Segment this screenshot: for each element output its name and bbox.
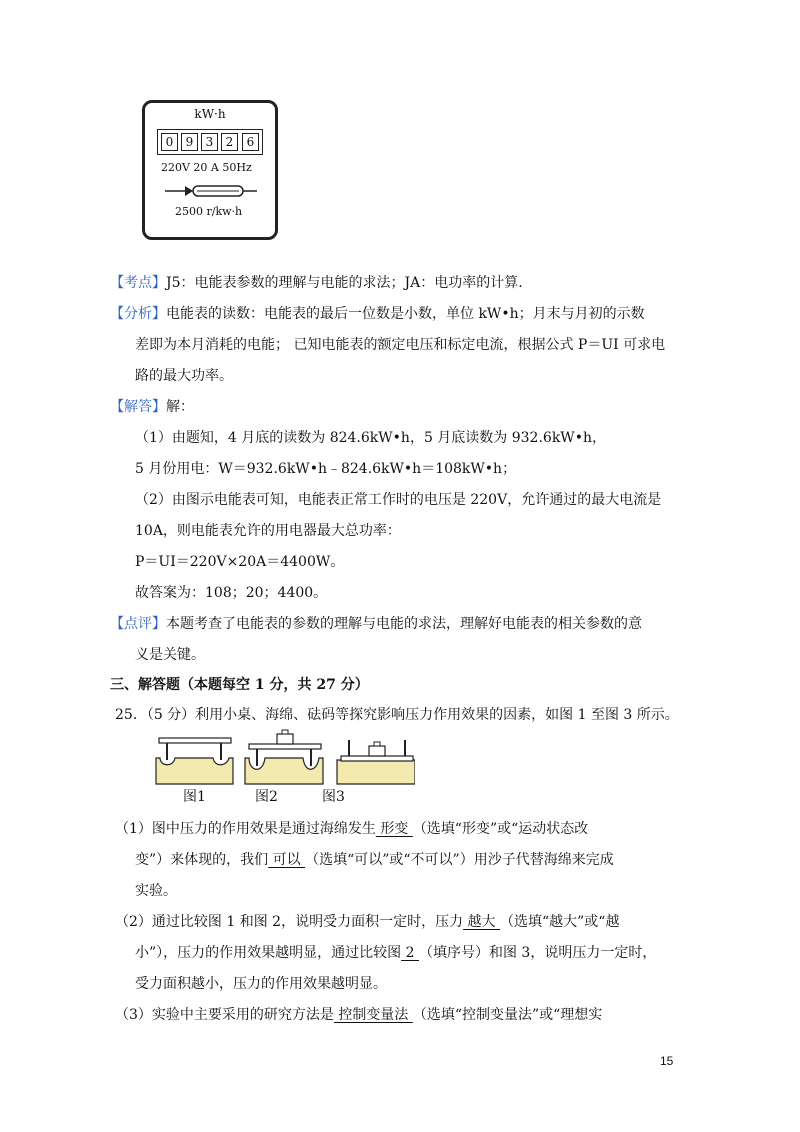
meter-digit: 3	[201, 133, 218, 151]
meter-disk-icon	[163, 183, 259, 199]
fenxi-text: 差即为本月消耗的电能； 已知电能表的额定电压和标定电流，根据公式 P＝UI 可求电	[135, 337, 666, 353]
meter-spec: 220V 20 A 50Hz	[161, 161, 252, 174]
fenxi-tag: 【分析】	[110, 306, 166, 322]
solution-line: 5 月份用电：W＝932.6kW•h﹣824.6kW•h＝108kW•h；	[135, 461, 517, 477]
part3-line	[115, 1005, 602, 1025]
part1-text: 变”）来体现的，我们	[135, 852, 269, 868]
meter-digit: 0	[161, 133, 178, 151]
part2-line	[115, 912, 619, 932]
part2-text: （2）通过比较图 1 和图 2，说明受力面积一定时，压力	[115, 914, 464, 930]
solution-line: （2）由图示电能表可知，电能表正常工作时的电压是 220V，允许通过的最大电流是	[135, 492, 662, 508]
fenxi-line	[110, 304, 645, 324]
dianping-text: 本题考查了电能表的参数的理解与电能的求法，理解好电能表的相关参数的意	[166, 616, 642, 632]
kaodian-line	[110, 273, 523, 293]
part2-line	[135, 943, 656, 963]
jieda-line	[110, 397, 194, 417]
jieda-text: 解：	[166, 399, 194, 415]
figure-label: 图2	[255, 789, 278, 805]
part2-text: （选填“越大”或“越	[499, 914, 620, 930]
section-heading: 三、解答题（本题每空 1 分，共 27 分）	[110, 677, 369, 693]
answer-blank: 越大	[463, 914, 500, 930]
meter-digit: 2	[221, 133, 238, 151]
meter-decimal-digit: 6	[242, 133, 259, 151]
figure-3-inverted-table	[337, 740, 415, 784]
answer-blank: 形变	[375, 821, 413, 837]
dianping-line	[110, 614, 642, 634]
meter-reading-window	[157, 129, 263, 155]
figure-label: 图3	[322, 789, 345, 805]
solution-line: P＝UI＝220V×20A＝4400W。	[135, 554, 345, 570]
part2-text: （填序号）和图 3，说明压力一定时，	[418, 945, 657, 961]
question-stem: 25．（5 分）利用小桌、海绵、砝码等探究影响压力作用效果的因素，如图 1 至图 3 所示。	[115, 707, 679, 723]
part1-line	[135, 850, 614, 870]
part3-text: （3）实验中主要采用的研究方法是	[115, 1007, 334, 1023]
answer-blank: 控制变量法	[333, 1007, 413, 1023]
solution-line: （1）由题知，4 月底的读数为 824.6kW•h，5 月底读数为 932.6kW•h，	[135, 430, 606, 446]
part1-text: （1）图中压力的作用效果是通过海绵发生	[115, 821, 376, 837]
answer-blank: 2	[401, 945, 419, 961]
figure-2-sponge-table-weight	[245, 730, 323, 784]
jieda-tag: 【解答】	[110, 399, 166, 415]
answer-blank: 可以	[268, 852, 306, 868]
part1-text: 实验。	[135, 883, 177, 899]
solution-line: 故答案为：108；20；4400。	[135, 585, 328, 601]
page-number: 15	[660, 1054, 674, 1068]
figure-label: 图1	[183, 789, 206, 805]
part1-text: （选填“形变”或“运动状态改	[412, 821, 589, 837]
part3-text: （选填“控制变量法”或“理想实	[412, 1007, 603, 1023]
part2-text: 小”），压力的作用效果越明显，通过比较图	[135, 945, 402, 961]
part1-line	[115, 819, 588, 839]
electric-meter-figure	[142, 100, 278, 240]
meter-digit: 9	[181, 133, 198, 151]
part2-text: 受力面积越小，压力的作用效果越明显。	[135, 976, 387, 992]
experiment-figure	[155, 728, 415, 786]
kaodian-tag: 【考点】	[110, 275, 166, 291]
kaodian-text: J5：电能表参数的理解与电能的求法；JA：电功率的计算.	[166, 275, 523, 291]
dianping-text: 义是关键。	[135, 647, 205, 663]
dianping-tag: 【点评】	[110, 616, 166, 632]
meter-constant: 2500 r/kw·h	[175, 205, 243, 218]
part1-text: （选填“可以”或“不可以”）用沙子代替海绵来完成	[305, 852, 614, 868]
figure-1-sponge-table	[156, 738, 233, 784]
fenxi-text: 电能表的读数：电能表的最后一位数是小数，单位 kW•h；月末与月初的示数	[166, 306, 645, 322]
fenxi-text: 路的最大功率。	[135, 368, 233, 384]
solution-line: 10A，则电能表允许的用电器最大总功率：	[135, 523, 401, 539]
meter-unit: kW·h	[194, 107, 226, 121]
